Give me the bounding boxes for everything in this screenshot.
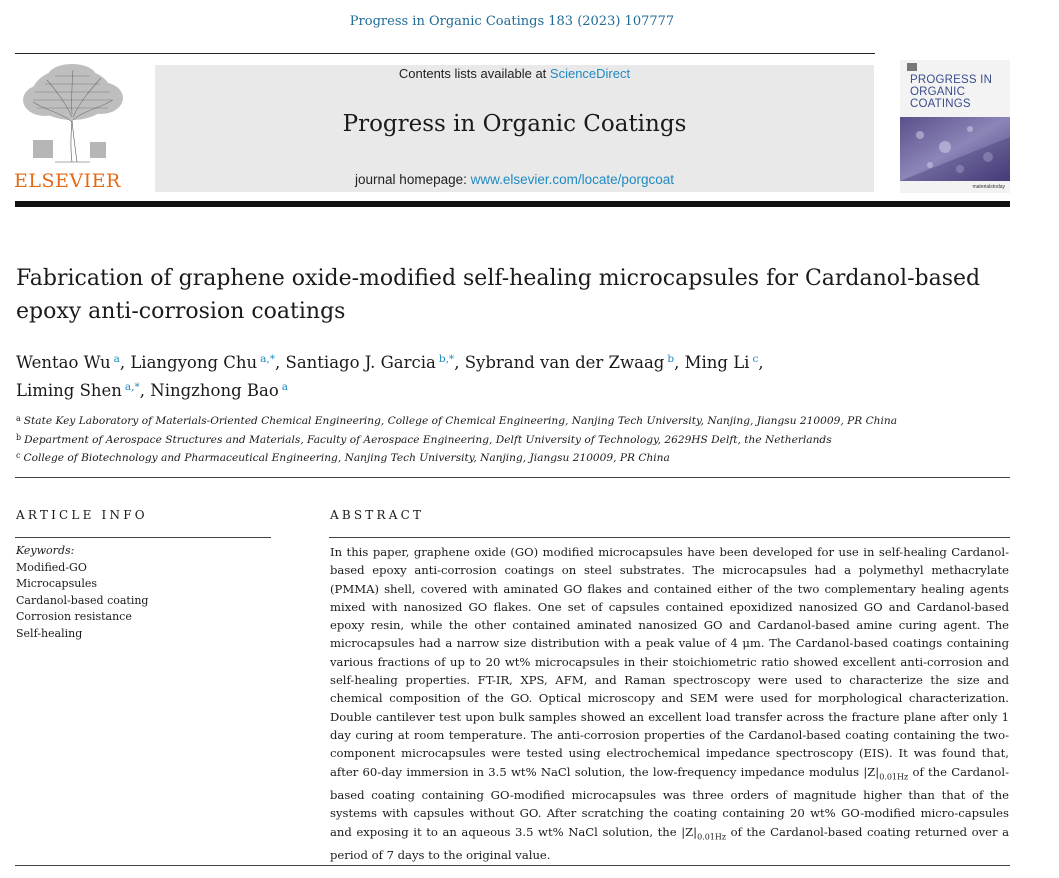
keyword: Modified-GO xyxy=(16,560,87,574)
journal-cover[interactable] xyxy=(900,60,1010,193)
elsevier-wordmark[interactable]: ELSEVIER xyxy=(14,170,121,192)
author-affiliation-mark[interactable]: c xyxy=(752,353,759,365)
contents-prefix: Contents lists available at xyxy=(398,66,550,81)
cover-title: PROGRESS IN ORGANIC COATINGS xyxy=(910,74,993,110)
article-info-rule xyxy=(15,537,271,538)
abstract-text: In this paper, graphene oxide (GO) modified microcapsules have been developed for use in self-healing Cardanol-based epoxy anti-corrosion coatings on steel substrates. The microcapsules had a polymethyl methacrylate (PMMA) shell, covered with aminated GO flakes and contained either of the two complementary healing agents mixed with nanosized GO flakes. One set of capsules contained epoxidized nanosized GO and Cardanol-based epoxy resin, while the other contained aminated nanosized GO and Cardanol-based amine curing agent. The microcapsules had a narrow size distribution with a peak value of 4 μm. The Cardanol-based coatings containing various fractions of up to 20 wt% microcapsules in their stoichiometric ratio showed excellent anti-corrosion and self-healing properties. FT-IR, XPS, AFM, and Raman spectroscopy were used to characterize the size and chemical composition of the GO. Optical microscopy and SEM were used for morphological characterization. Double cantilever test upon bulk samples showed an excellent load transfer across the fracture plane after only 1 day curing at room temperature. The anti-corrosion properties of the Cardanol-based coating containing the two-component microcapsules were tested using electrochemical impedance spectroscopy (EIS). It was found that, after 60-day immersion in 3.5 wt% NaCl solution, the low-frequency impedance modulus $|Z|_{0.01Hz}$ of the Cardanol-based coating containing GO-modified microcapsules was three orders of magnitude higher than that of the systems with capsules without GO. After scratching the coating containing 20 wt% GO-modified micro-capsules and exposing it to an aqueous 3.5 wt% NaCl solution, the $|Z|_{0.01Hz}$ of the Cardanol-based coating returned over a period of 7 days to the original value. xyxy=(330,545,1010,863)
author[interactable]: Ningzhong Bao $^a$ xyxy=(150,381,289,400)
author[interactable]: Liming Shen $^{a,*}$ xyxy=(16,381,140,400)
author-affiliation-mark[interactable]: a,* xyxy=(124,381,140,393)
impedance-symbol: $|Z|_{0.01Hz}$ xyxy=(681,824,727,842)
affiliations xyxy=(16,411,1006,467)
keyword: Microcapsules xyxy=(16,577,97,590)
keyword: Self-healing xyxy=(16,626,83,640)
sciencedirect-link[interactable]: ScienceDirect xyxy=(549,66,631,81)
header-thick-divider xyxy=(15,201,1010,207)
contents-line xyxy=(155,66,874,81)
abstract-heading: ABSTRACT xyxy=(330,508,425,522)
header-divider xyxy=(15,53,875,54)
journal-citation[interactable]: Progress in Organic Coatings 183 (2023) 107777 xyxy=(349,14,675,29)
affiliation: $^a$ State Key Laboratory of Materials-Oriented Chemical Engineering, College of Chemical Engineering, Nanjing Tech University, Nanjing, Jiangsu 210009, PR China xyxy=(16,414,898,427)
homepage-link[interactable]: www.elsevier.com/locate/porgcoat xyxy=(470,172,674,187)
author-affiliation-mark[interactable]: b,* xyxy=(438,353,455,365)
abstract-rule xyxy=(329,537,1010,538)
author[interactable]: Wentao Wu $^a$ xyxy=(16,353,120,372)
article-title: Fabrication of graphene oxide-modified self-healing microcapsules for Cardanol-based epoxy anti-corrosion coatings xyxy=(16,266,981,324)
homepage-line xyxy=(155,172,874,187)
affiliation: $^b$ Department of Aerospace Structures and Materials, Faculty of Aerospace Engineering, Delft University of Technology, 2629HS Delft, the Netherlands xyxy=(16,432,832,446)
author-affiliation-mark[interactable]: a xyxy=(281,381,289,393)
keyword: Corrosion resistance xyxy=(16,610,132,623)
author-affiliation-mark[interactable]: b xyxy=(667,353,675,365)
journal-title: Progress in Organic Coatings xyxy=(342,111,687,137)
impedance-symbol: $|Z|_{0.01Hz}$ xyxy=(863,764,909,781)
keyword: Cardanol-based coating xyxy=(16,593,149,607)
author[interactable]: Santiago J. Garcia $^{b,*}$ xyxy=(285,353,455,372)
cover-image xyxy=(900,117,1010,181)
author[interactable]: Ming Li $^c$ xyxy=(684,353,759,372)
keywords-block xyxy=(16,543,271,642)
author-list: Wentao Wu $^a$, Liangyong Chu $^{a,*}$, Santiago J. Garcia $^{b,*}$, Sybrand van der Zwaag $^b$, Ming Li $^c$, Liming Shen $^{a,*}$, Ningzhong Bao $^a$ xyxy=(16,353,764,400)
affiliation: $^c$ College of Biotechnology and Pharmaceutical Engineering, Nanjing Tech University, Nanjing, Jiangsu 210009, PR China xyxy=(16,451,670,464)
homepage-prefix: journal homepage: xyxy=(355,172,471,187)
cover-footer: materialstoday xyxy=(972,184,1005,190)
elsevier-small-icon xyxy=(907,63,917,71)
footer-divider xyxy=(15,865,1010,866)
author[interactable]: Sybrand van der Zwaag $^b$ xyxy=(464,353,675,372)
article-info-heading: ARTICLE INFO xyxy=(16,508,148,522)
keywords-label: Keywords: xyxy=(16,544,75,557)
section-divider xyxy=(15,477,1010,478)
author-affiliation-mark[interactable]: a,* xyxy=(260,353,276,365)
author[interactable]: Liangyong Chu $^{a,*}$ xyxy=(130,353,276,372)
author-affiliation-mark[interactable]: a xyxy=(113,353,120,365)
